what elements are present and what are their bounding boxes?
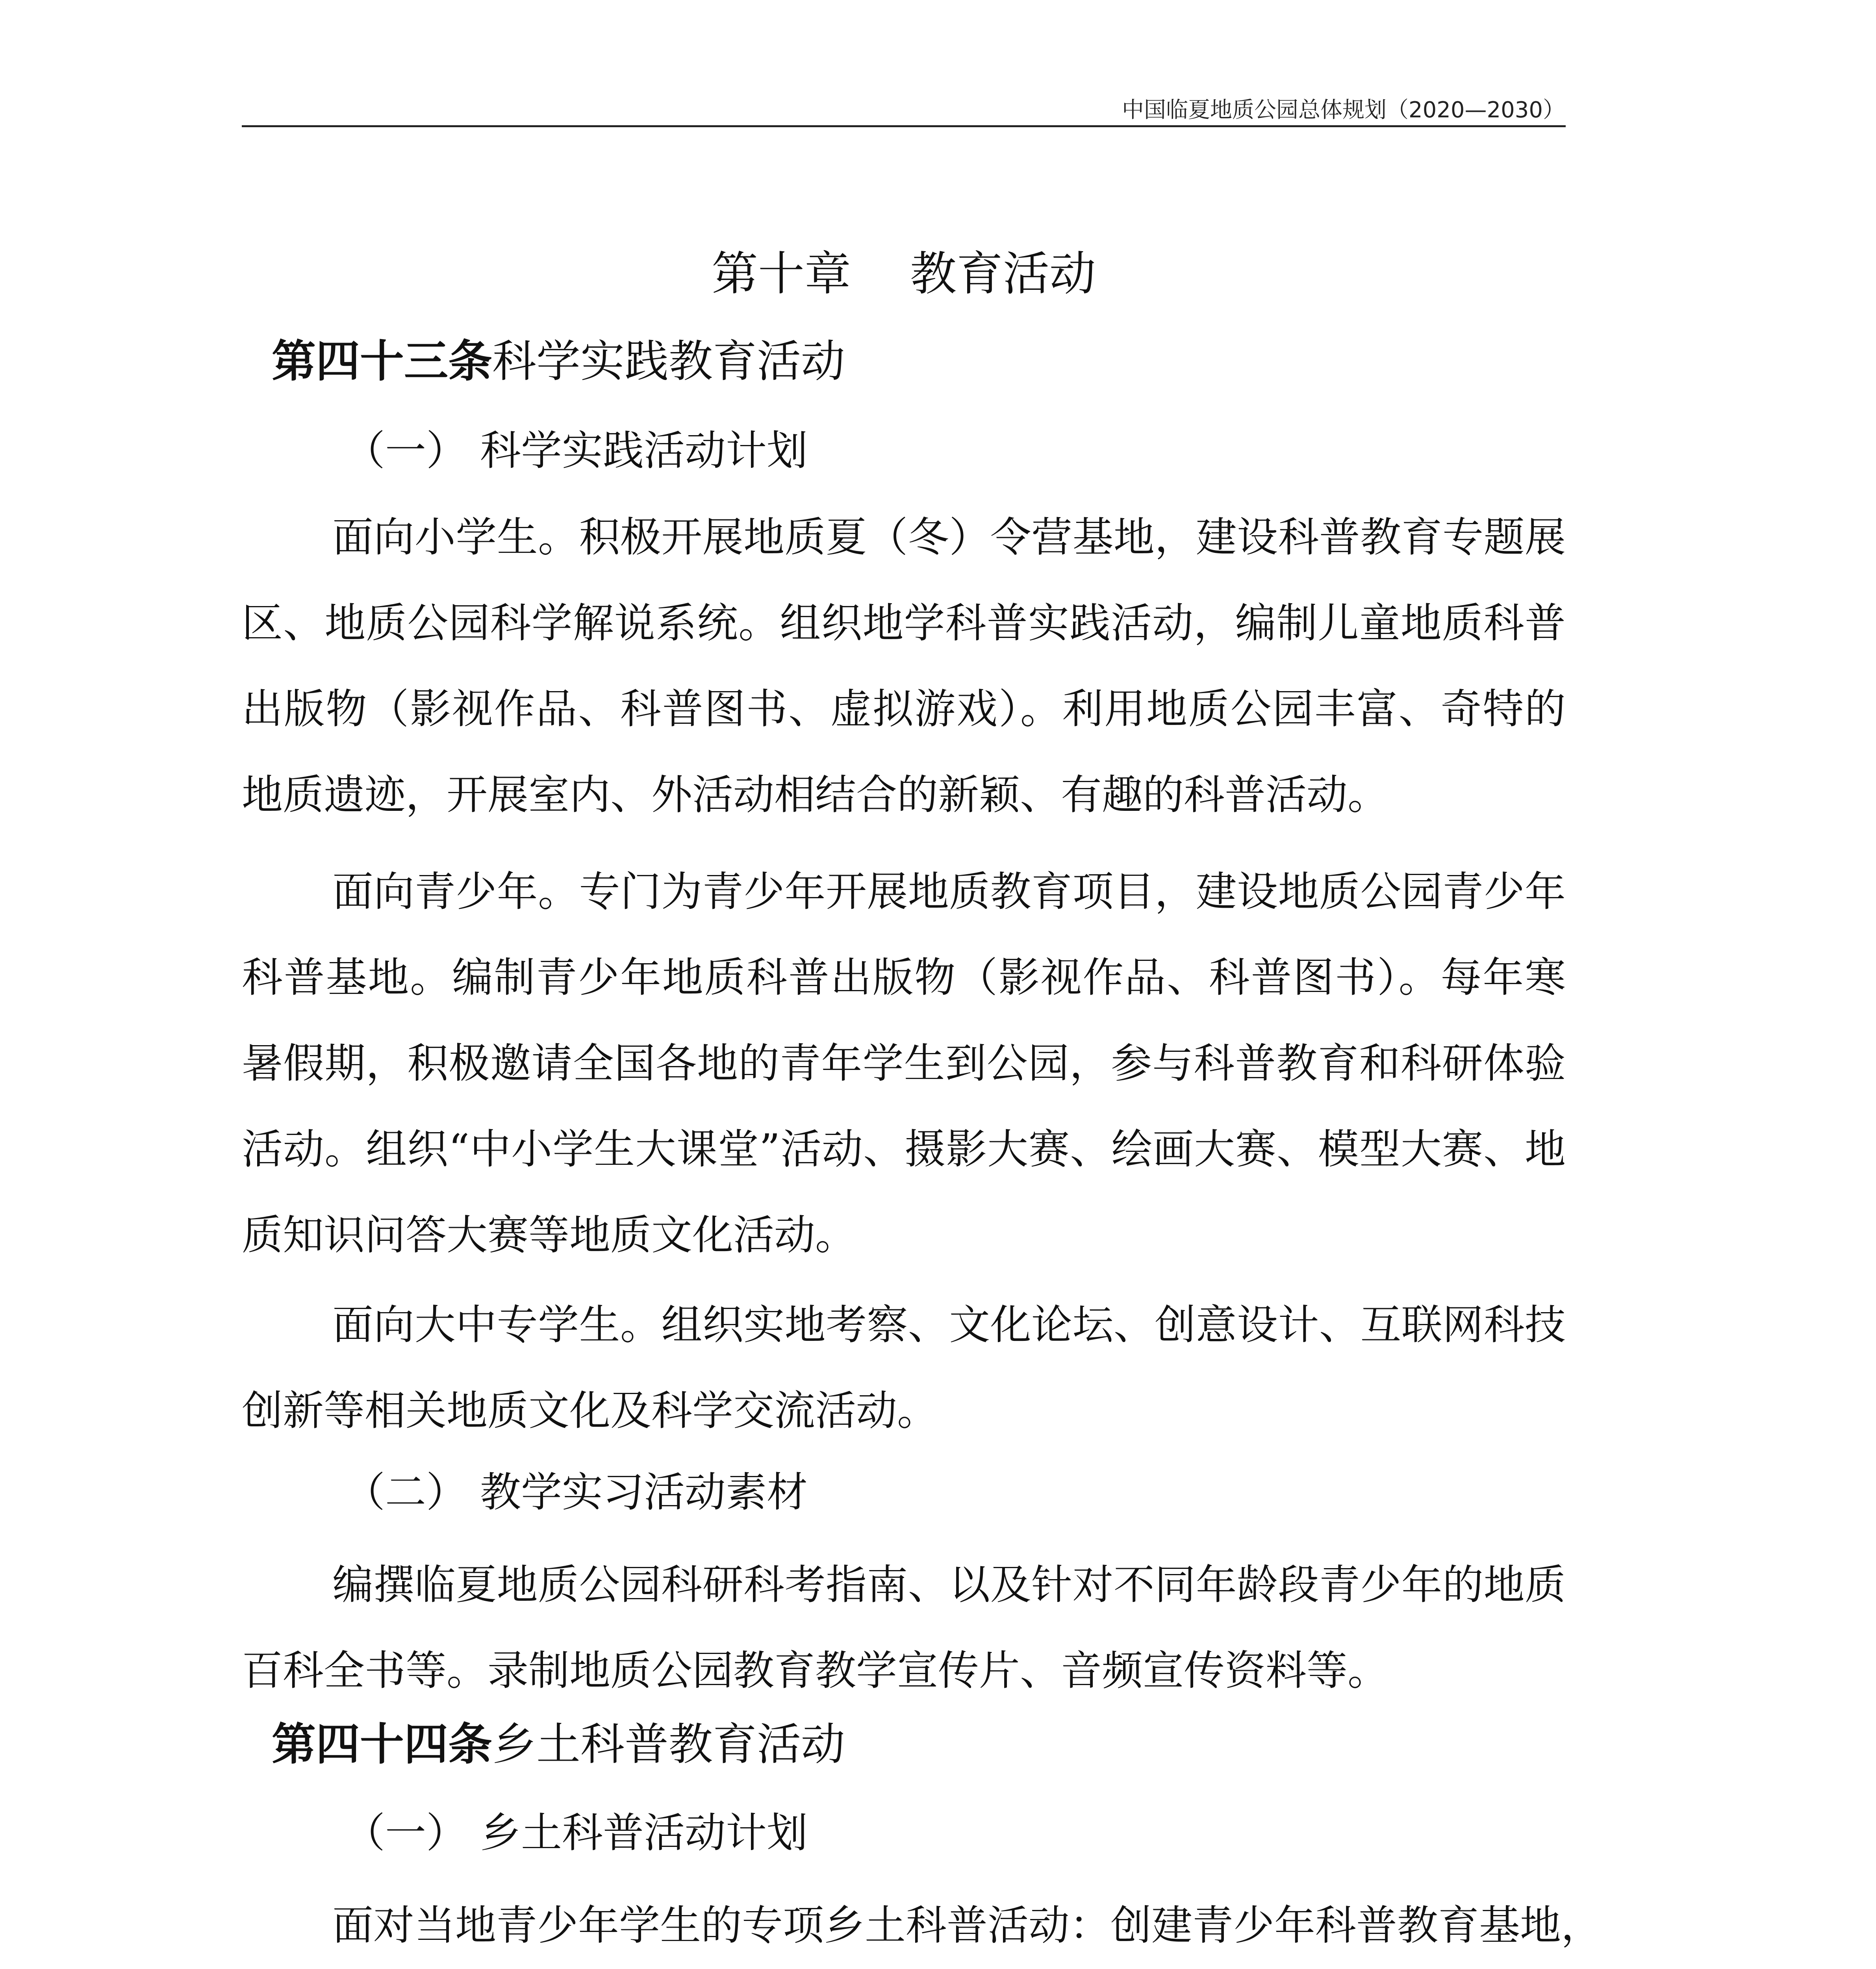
article-44-section-1-heading: （一） 乡土科普活动计划 (344, 1809, 808, 1857)
article-44-title: 乡土科普教育活动 (492, 1719, 845, 1770)
article-43-section-1-heading: （一） 科学实践活动计划 (344, 426, 808, 475)
paragraph-line: 面向小学生。积极开展地质夏（冬）令营基地，建设科普教育专题展 (332, 513, 1566, 561)
article-44-number: 第四十四条 (272, 1719, 492, 1770)
article-43-section-1-paragraph-1 (242, 494, 1566, 838)
paragraph-line: 编撰临夏地质公园科研科考指南、以及针对不同年龄段青少年的地质 (332, 1561, 1566, 1609)
paragraph-line: 暑假期，积极邀请全国各地的青年学生到公园，参与科普教育和科研体验 (242, 1039, 1566, 1087)
paragraph-line: 面向青少年。专门为青少年开展地质教育项目，建设地质公园青少年 (332, 868, 1566, 916)
paragraph-line: 面向大中专学生。组织实地考察、文化论坛、创意设计、互联网科技 (332, 1301, 1566, 1349)
article-43-section-2-heading: （二） 教学实习活动素材 (344, 1468, 808, 1516)
article-43-title: 科学实践教育活动 (492, 336, 845, 387)
article-43-section-1-paragraph-3 (242, 1282, 1566, 1454)
paragraph-line: 活动。组织“中小学生大课堂”活动、摄影大赛、绘画大赛、模型大赛、地 (242, 1125, 1566, 1173)
chapter-title: 第十章 教育活动 (711, 247, 1096, 301)
article-44-section-1-paragraph-1 (242, 1882, 1602, 1969)
article-43-section-1-paragraph-2 (242, 849, 1566, 1278)
paragraph-line: 百科全书等。录制地质公园教育教学宣传片、音频宣传资料等。 (242, 1646, 1389, 1695)
paragraph-line: 面对当地青少年学生的专项乡土科普活动：创建青少年科普教育基地， (332, 1901, 1602, 1949)
paragraph-line: 地质遗迹，开展室内、外活动相结合的新颖、有趣的科普活动。 (242, 771, 1389, 819)
article-43-heading (272, 326, 845, 389)
paragraph-line: 质知识问答大赛等地质文化活动。 (242, 1211, 856, 1259)
article-43-number: 第四十三条 (272, 336, 492, 387)
paragraph-line: 出版物（影视作品、科普图书、虚拟游戏）。利用地质公园丰富、奇特的 (242, 685, 1566, 733)
paragraph-line: 科普基地。编制青少年地质科普出版物（影视作品、科普图书）。每年寒 (242, 953, 1566, 1001)
paragraph-line: 创新等相关地质文化及科学交流活动。 (242, 1387, 938, 1435)
article-43-section-2-paragraph-1 (242, 1542, 1566, 1713)
article-44-heading (272, 1709, 845, 1772)
running-header: 中国临夏地质公园总体规划（2020—2030） (1122, 97, 1565, 123)
header-rule (242, 125, 1566, 127)
paragraph-line: 区、地质公园科学解说系统。组织地学科普实践活动，编制儿童地质科普 (242, 599, 1566, 647)
